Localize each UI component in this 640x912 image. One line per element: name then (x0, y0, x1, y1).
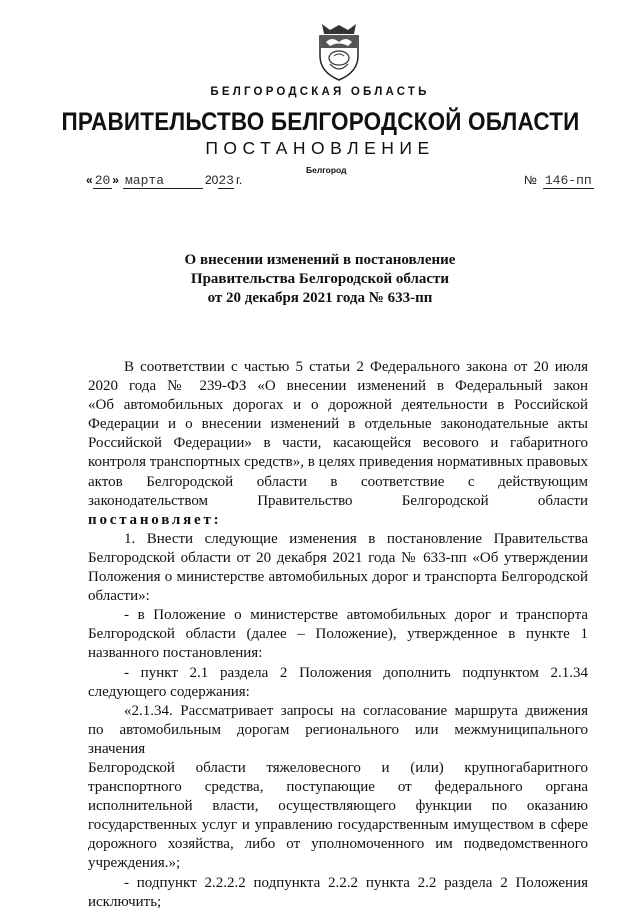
document-date (86, 173, 242, 189)
body-line: Российской Федерации» в части, касающейся весового и габаритного (88, 435, 588, 452)
number-label: № (524, 173, 537, 187)
date-year-mark: г. (235, 173, 243, 187)
body-line: области»: (88, 588, 150, 605)
body-line: 2020 года № 239-ФЗ «О внесении изменений в Федеральный закон (88, 378, 588, 395)
region-name: БЕЛГОРОДСКАЯ ОБЛАСТЬ (210, 86, 430, 98)
body-line: контроля транспортных средств», в целях приведения нормативных правовых (88, 454, 588, 471)
date-year-suffix: 23 (218, 173, 234, 188)
document-type: ПОСТАНОВЛЕНИЕ (205, 138, 435, 158)
body-line: актов Белгородской области в соответствие с действующим (88, 473, 588, 490)
body-line: законодательством Правительство Белгородской области (88, 492, 588, 509)
body-line: «Об автомобильных дорогах и о дорожной деятельности в Российской (88, 397, 588, 414)
date-year-prefix: 20 (204, 173, 219, 187)
coat-of-arms-icon (314, 22, 364, 82)
document-body (88, 358, 588, 912)
body-line: 1. Внести следующие изменения в постановление Правительства (124, 530, 588, 547)
body-line: Положения о министерстве автомобильных дорог и транспорта Белгородской (88, 569, 588, 586)
decree-word: постановляет: (88, 511, 222, 528)
body-line: «2.1.34. Рассматривает запросы на согласование маршрута движения (124, 702, 588, 719)
body-line: - в Положение о министерстве автомобильных дорог и транспорта (124, 607, 588, 624)
date-open-quote: « (86, 173, 93, 187)
body-line: исключить; (88, 893, 162, 910)
body-line: Белгородской области от 20 декабря 2021 года № 633-пп «Об утверждении (88, 549, 588, 566)
date-close-quote: » (112, 173, 119, 187)
body-line: по автомобильным дорогам регионального или межмуниципального значения (88, 721, 588, 757)
title-line: Правительства Белгородской области (190, 271, 450, 287)
date-month: марта (123, 173, 203, 189)
body-line: Белгородской области (далее – Положение), утвержденное в пункте 1 (88, 626, 588, 643)
body-line: дорожного хозяйства, либо от уполномоченного им подведомственного (88, 836, 588, 853)
title-line: от 20 декабря 2021 года № 633-пп (207, 290, 433, 306)
body-line: В соответствии с частью 5 статьи 2 Федерального закона от 20 июля (124, 359, 588, 375)
city-name: Белгород (306, 165, 347, 175)
body-line: названного постановления: (88, 645, 263, 662)
document-title (0, 251, 640, 308)
body-line: следующего содержания: (88, 683, 250, 700)
title-line: О внесении изменений в постановление (184, 252, 456, 268)
body-line: Белгородской области тяжеловесного и (или) крупногабаритного (88, 759, 588, 776)
number-value: 146-пп (544, 173, 592, 188)
document-number (524, 173, 594, 189)
body-line: исполнительной власти, осуществляющего функции по оказанию (88, 798, 588, 815)
body-line: транспортного средства, поступающие от федерального органа (88, 779, 588, 796)
body-line: учреждения.»; (88, 855, 181, 872)
body-line: - пункт 2.1 раздела 2 Положения дополнить подпунктом 2.1.34 (124, 664, 588, 681)
body-line: - подпункт 2.2.2.2 подпункта 2.2.2 пункта 2.2 раздела 2 Положения (124, 874, 588, 891)
body-line: государственных услуг и управлению государственным имуществом в сфере (88, 817, 588, 834)
body-line: Федерации и о внесении изменений в отдельные законодательные акты (88, 416, 588, 433)
government-name: ПРАВИТЕЛЬСТВО БЕЛГОРОДСКОЙ ОБЛАСТИ (61, 108, 580, 136)
date-day: 20 (94, 173, 111, 188)
